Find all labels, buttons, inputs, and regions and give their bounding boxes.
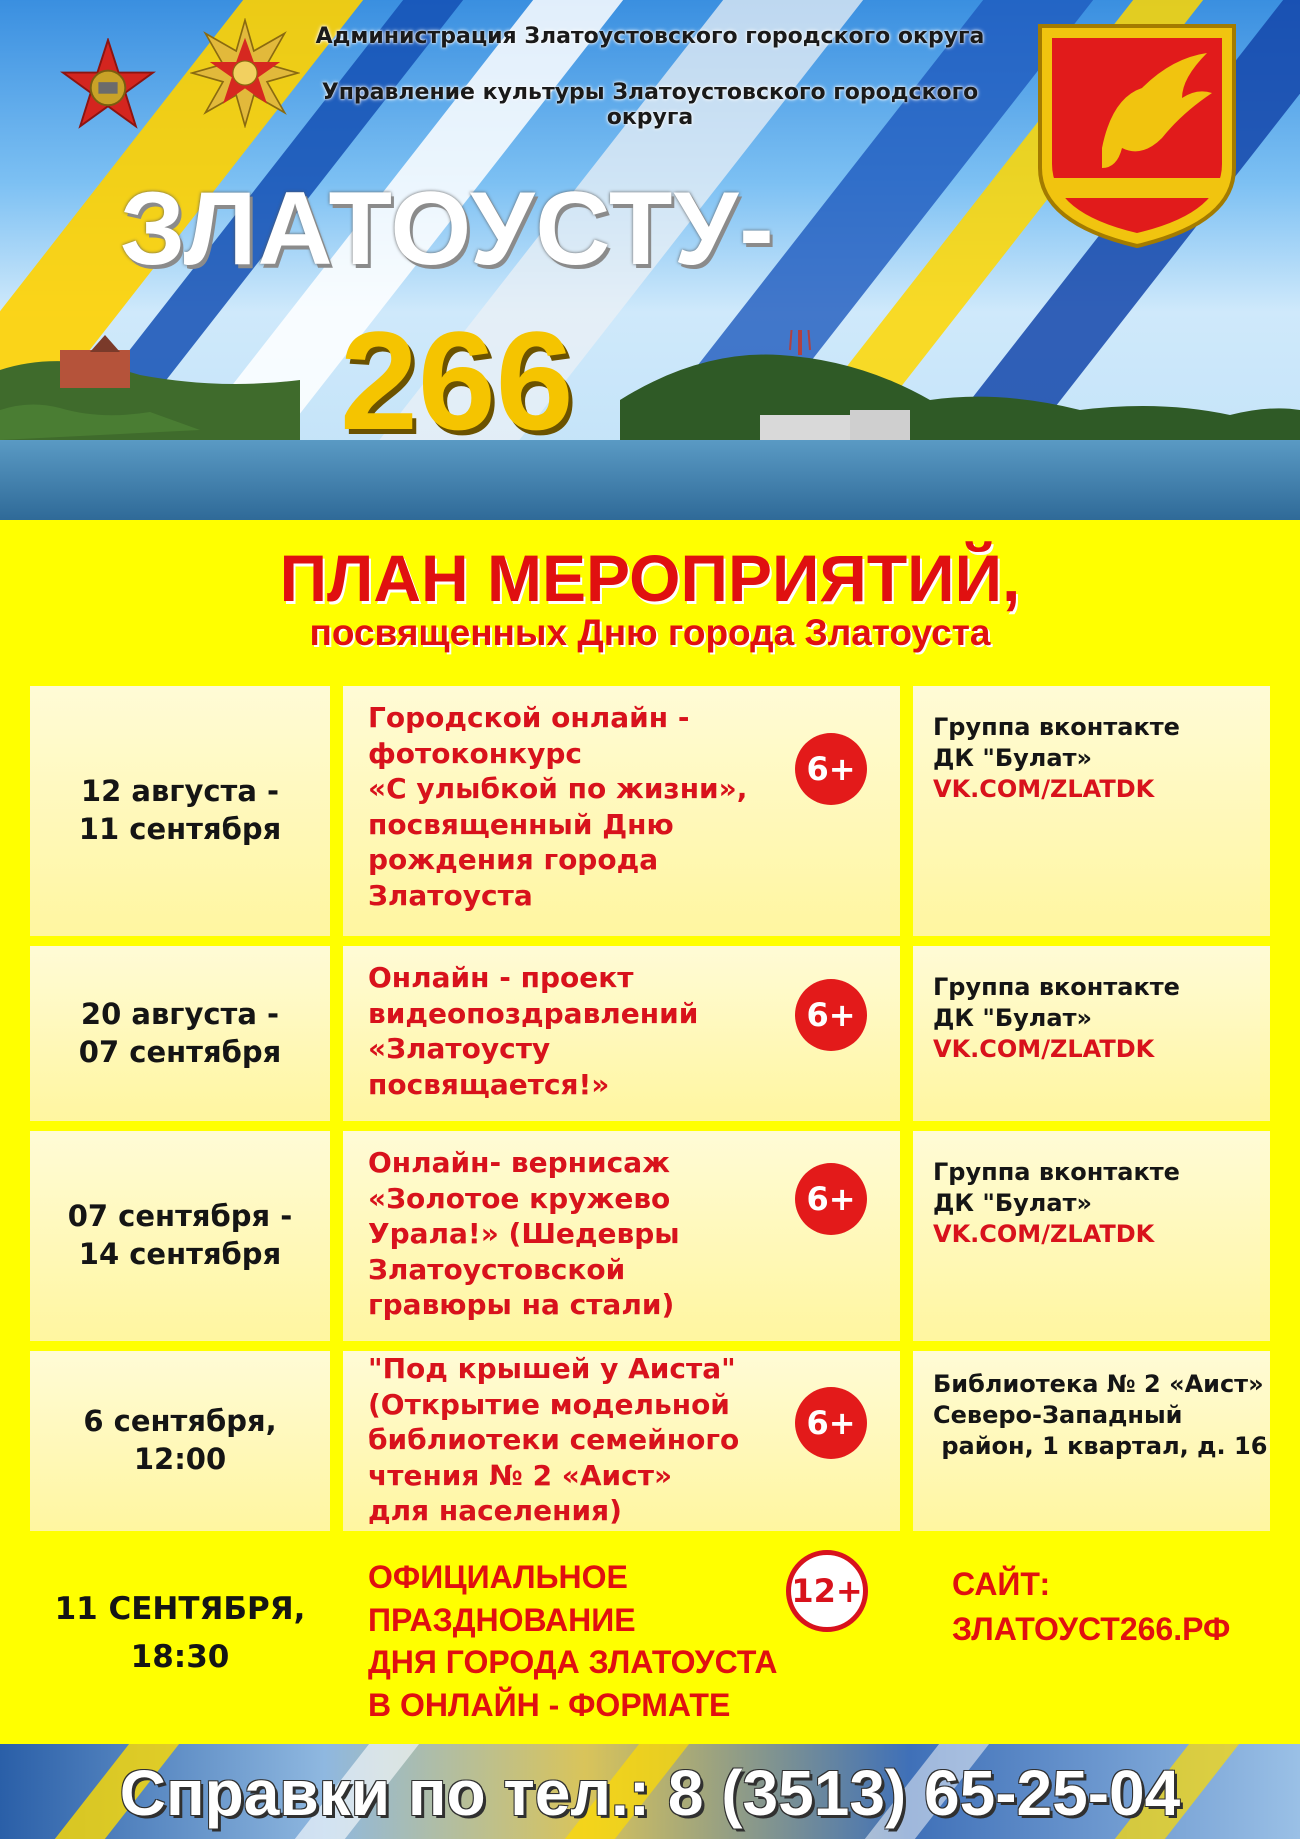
vk-link[interactable]: VK.COM/ZLATDK bbox=[933, 1220, 1155, 1249]
event-location bbox=[913, 946, 1270, 1121]
event-line: «Золотое кружево bbox=[368, 1181, 671, 1215]
event-description bbox=[343, 686, 900, 936]
city-landscape bbox=[0, 330, 1300, 450]
event-line: библиотеки семейного bbox=[368, 1423, 740, 1457]
location-line: Группа вконтакте bbox=[933, 973, 1180, 1001]
culture-department-heading: Управление культуры Златоустовского городского округа bbox=[321, 80, 979, 130]
date-line: 12 августа - bbox=[80, 774, 280, 809]
event-line: ПРАЗДНОВАНИЕ bbox=[368, 1601, 636, 1638]
event-date bbox=[30, 1351, 330, 1531]
event-location bbox=[913, 1131, 1270, 1341]
vk-link[interactable]: VK.COM/ZLATDK bbox=[933, 1035, 1155, 1064]
plan-title: ПЛАН МЕРОПРИЯТИЙ, bbox=[279, 541, 1021, 615]
event-line: "Под крышей у Аиста" bbox=[368, 1352, 736, 1385]
location-line: Группа вконтакте bbox=[933, 713, 1180, 741]
location-line: ДК "Булат» bbox=[933, 1189, 1092, 1218]
date-line: 6 сентября, bbox=[83, 1404, 277, 1439]
event-location bbox=[913, 1351, 1270, 1531]
website-info bbox=[952, 1562, 1230, 1652]
event-date bbox=[30, 946, 330, 1121]
event-line: для населения) bbox=[368, 1494, 622, 1528]
event-line: рождения города bbox=[368, 843, 659, 877]
event-line: В ОНЛАЙН - ФОРМАТЕ bbox=[368, 1686, 731, 1723]
hero-banner bbox=[0, 0, 1300, 520]
location-line: Библиотека № 2 «Аист» bbox=[933, 1370, 1264, 1398]
location-line: район, 1 квартал, д. 16 bbox=[933, 1432, 1268, 1461]
location-line: Северо-Западный bbox=[933, 1401, 1183, 1430]
event-line: фотоконкурс bbox=[368, 736, 582, 770]
event-date bbox=[30, 686, 330, 936]
date-line: 18:30 bbox=[130, 1639, 230, 1676]
lake bbox=[0, 440, 1300, 520]
event-date bbox=[30, 1131, 330, 1341]
date-line: 11 сентября bbox=[78, 812, 282, 846]
contact-phone: Справки по тел.: 8 (3513) 65-25-04 bbox=[119, 1757, 1181, 1829]
event-line: Урала!» (Шедевры bbox=[368, 1217, 680, 1251]
main-celebration-event bbox=[368, 1556, 778, 1726]
date-line: 12:00 bbox=[133, 1442, 227, 1476]
event-line: посвящается!» bbox=[368, 1067, 610, 1101]
location-line: Группа вконтакте bbox=[933, 1158, 1180, 1186]
main-title: ЗЛАТОУСТУ- bbox=[120, 171, 775, 287]
event-line: Онлайн - проект bbox=[368, 961, 634, 994]
event-line: Городской онлайн - bbox=[368, 701, 690, 734]
vk-link[interactable]: VK.COM/ZLATDK bbox=[933, 775, 1155, 804]
event-line: «Златоусту bbox=[368, 1032, 551, 1066]
event-line: ДНЯ ГОРОДА ЗЛАТОУСТА bbox=[368, 1644, 778, 1681]
age-rating-badge: 6+ bbox=[795, 1387, 867, 1459]
age-rating-badge: 6+ bbox=[795, 733, 867, 805]
event-line: видеопоздравлений bbox=[368, 996, 699, 1030]
event-line: посвященный Дню bbox=[368, 807, 674, 841]
event-line: Златоустовской bbox=[368, 1252, 626, 1286]
event-line: ОФИЦИАЛЬНОЕ bbox=[368, 1559, 628, 1595]
event-line: Златоуста bbox=[368, 878, 533, 912]
event-line: (Открытие модельной bbox=[368, 1387, 730, 1421]
event-line: «С улыбкой по жизни», bbox=[368, 772, 748, 806]
date-line: 07 сентября bbox=[78, 1034, 282, 1069]
event-line: гравюры на стали) bbox=[368, 1288, 675, 1322]
date-line: 11 СЕНТЯБРЯ, bbox=[54, 1591, 306, 1627]
location-line: ДК "Булат» bbox=[933, 744, 1092, 773]
anniversary-number: 266 bbox=[340, 302, 574, 459]
main-celebration-date bbox=[30, 1585, 330, 1681]
date-line: 20 августа - bbox=[80, 996, 280, 1031]
date-line: 07 сентября - bbox=[67, 1199, 293, 1234]
plan-subtitle: посвященных Дню города Златоуста bbox=[309, 612, 991, 653]
event-line: чтения № 2 «Аист» bbox=[368, 1458, 673, 1492]
order-star-emblem bbox=[190, 18, 300, 128]
location-line: ДК "Булат» bbox=[933, 1004, 1092, 1033]
site-link[interactable]: ЗЛАТОУСТ266.РФ bbox=[952, 1610, 1231, 1647]
age-rating-badge: 6+ bbox=[795, 979, 867, 1051]
age-rating-badge: 12+ bbox=[786, 1550, 868, 1632]
order-star-emblem bbox=[60, 38, 156, 134]
event-line: Онлайн- вернисаж bbox=[368, 1146, 670, 1179]
date-line: 14 сентября bbox=[78, 1237, 282, 1271]
event-description bbox=[343, 1131, 900, 1341]
zlatoust-coat-of-arms bbox=[1032, 18, 1242, 253]
event-location bbox=[913, 686, 1270, 936]
administration-heading: Администрация Златоустовского городского округа bbox=[315, 24, 985, 49]
age-rating-badge: 6+ bbox=[795, 1163, 867, 1235]
site-label: САЙТ: bbox=[952, 1566, 1051, 1602]
